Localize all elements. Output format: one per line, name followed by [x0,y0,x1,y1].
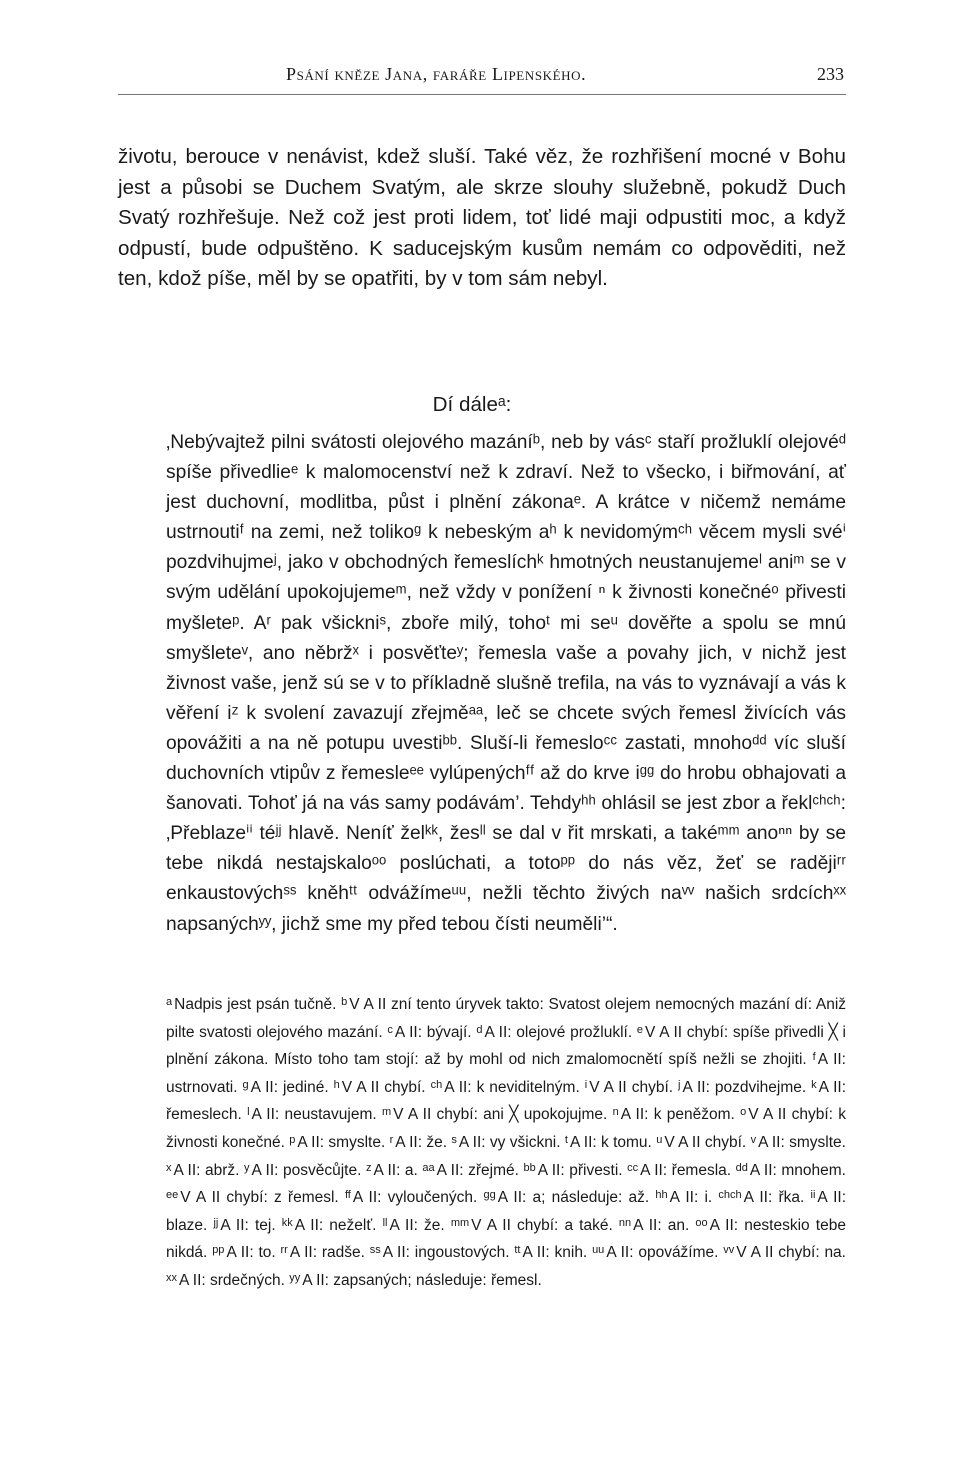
footnote-text: A II: blaze. [166,1189,847,1234]
footnote-text: A II: vy všickni. [458,1133,561,1151]
footnote-text: A II: že. [395,1133,448,1151]
footnote [166,1272,285,1289]
footnote [451,1134,560,1151]
footnote-text: A II: zřejmé. [436,1161,519,1179]
footnote-text: A II: pozdvihejme. [682,1078,807,1096]
footnote-marker: oo [695,1216,708,1229]
footnote [656,1134,746,1151]
footnote [390,1134,447,1151]
quote-paragraph: ‚Nebývajtež pilni svátosti olejového mazáníᵇ, neb by vásᶜ staří prožluklí olejovéᵈ spíše přivedlieᵉ k malomocenství než k zdraví. Než to všecko, i biřmování, ať jest duchovní, modlitba, půst i plnění zákonaᵉ. A krátce v ničemž nemáme ustrnoutiᶠ na zemi, než tolikoᵍ k nebeským aʰ k nevidomýmᶜʰ věcem mysli svéⁱ pozdvihujmeʲ, jako v obchodných řemeslíchᵏ hmotných neustanujemeˡ aniᵐ se v svým udělání upokojujemeᵐ, než vždy v ponížení ⁿ k živnosti konečnéᵒ přivesti myšleteᵖ. Aʳ pak všickniˢ, zboře milý, tohoᵗ mi seᵘ dověřte a spolu se mnú smyšleteᵛ, ano něbržˣ i posvěťteʸ; řemesla vaše a povahy jich, v nichž jest živnost vaše, jenž sú se v to příkladně slušně trefila, na vás to vyznávají a vás k věření iᶻ k svolení zavazují zřejměᵃᵃ, leč se chcete svých řemesl živících vás opovážiti a na ně potupu uvestiᵇᵇ. Sluší-li řemesloᶜᶜ zastati, mnohoᵈᵈ víc sluší duchovních vtipův z řemesleᵉᵉ vylúpenýchᶠᶠ až do krve iᵍᵍ do hrobu obhajovati a šanovati. Tohoť já na vás samy podávám’. Tehdyʰʰ ohlásil se jest zbor a řeklᶜʰᶜʰ: ‚Přeblazeⁱⁱ téʲʲ hlavě. Neníť želᵏᵏ, žesˡˡ se dal v řit mrskati, a takéᵐᵐ anoⁿⁿ by se tebe nikdá nestajskaloᵒᵒ poslúchati, a totoᵖᵖ do nás věz, žeť se radějiʳʳ enkaustovýchˢˢ kněhᵗᵗ odvážímeᵘᵘ, nežli těchto živých naᵛᵛ našich srdcíchˣˣ napsanýchʸʸ, jichž sme my před tebou čísti neuměli’“. [166,432,846,935]
footnote-text: A II: olejové prožluklí. [484,1023,633,1041]
footnote-marker: dd [735,1161,748,1174]
main-text [118,142,846,295]
footnote-marker: g [242,1078,249,1091]
footnote [655,1189,712,1206]
footnote-marker: chch [718,1189,742,1202]
footnote-marker: b [341,996,348,1008]
footnote [366,1162,418,1179]
footnote-text: A II: k tomu. [569,1133,652,1151]
footnote [523,1162,622,1179]
footnote-marker: l [247,1106,250,1119]
footnote-marker: s [451,1133,457,1146]
footnote [289,1134,385,1151]
footnote-marker: aa [422,1161,435,1174]
footnote-marker: xx [166,1271,177,1284]
footnote-marker: i [584,1078,588,1091]
footnote-marker: ee [166,1189,179,1202]
footnote-text: A II: ingoustových. [382,1244,510,1262]
footnote-marker: cc [627,1161,639,1174]
footnote-marker: d [476,1023,483,1036]
footnote-text: V A II chybí. [589,1078,674,1096]
footnote [678,1079,806,1096]
footnotes [118,990,846,1294]
footnote-text: A II: zapsaných; následuje: řemesl. [302,1271,542,1289]
footnote-text: A II: tej. [220,1216,276,1234]
footnote-text: V A II chybí: a také. [471,1216,613,1234]
footnote-marker: ch [430,1078,443,1091]
footnote-text: A II: an. [633,1216,690,1234]
header-rule [118,94,846,95]
footnote [431,1079,580,1096]
footnote-text: V A II chybí: z řemesl. [180,1189,339,1207]
quoted-letter [118,390,846,940]
footnote-marker: gg [483,1189,496,1202]
footnote-marker: h [333,1078,340,1091]
footnote [244,1162,361,1179]
footnote-text: A II: knih. [522,1244,588,1262]
footnote [382,1106,607,1123]
footnote-marker: r [389,1133,394,1146]
footnote-marker: p [289,1133,296,1146]
footnote-text: A II: řemeslech. [166,1078,847,1124]
footnote-text: A II: jediné. [250,1078,329,1096]
footnote-text: V A II chybí: k živnosti konečné. [166,1106,846,1151]
footnote [723,1244,846,1261]
footnote [565,1134,652,1151]
page-header [118,58,846,94]
footnote-text: V A II chybí. [341,1078,426,1096]
footnote-text: A II: bývají. [394,1023,472,1041]
footnote-marker: u [656,1133,663,1146]
footnote-marker: nn [618,1216,632,1229]
footnote-marker: k [811,1078,817,1091]
footnote-marker: e [636,1023,644,1036]
footnote-text: A II: radše. [289,1244,365,1262]
footnote-text: A II: a; následuje: až. [497,1189,650,1207]
footnote [718,1189,804,1206]
footnote [751,1134,846,1151]
footnote-text: A II: i. [669,1189,713,1207]
footnote-marker: vv [723,1244,735,1257]
footnote-text: A II: posvěcůjte. [251,1161,362,1179]
main-paragraph: životu, berouce v nenávist, kdež sluší. Také věz, že rozhřišení mocné v Bohu jest a působi se Duchem Svatým, ale skrze slouhy služebně, pokudž Duch Svatý rozhřešuje. Než což jest proti lidem, toť lidé maji odpustiti moc, a když odpustí, bude odpuštěno. K saducejským kusům nemám co odpověditi, než ten, kdož píše, měl by se opatřiti, by v tom sám nebyl. [118,145,846,290]
footnote [619,1217,689,1234]
footnote-marker: y [244,1161,250,1174]
footnote-text: V A II chybí. [664,1133,747,1151]
footnote [212,1244,276,1261]
footnote [243,1079,329,1096]
footnote-text: A II: smyslte. [297,1133,386,1151]
quote-heading: Dí dáleᵃ: [432,393,512,416]
footnote-text: A II: neustavujem. [251,1106,377,1124]
footnote [514,1244,587,1261]
footnote-marker: a [166,996,173,1008]
footnote-text: A II: to. [226,1244,276,1262]
footnote-marker: jj [213,1216,219,1229]
footnote [166,1162,239,1179]
footnote [383,1217,445,1234]
footnote [613,1106,735,1123]
footnote [334,1079,426,1096]
footnote-text: Nadpis jest psán tučně. [174,996,337,1013]
footnote [483,1189,649,1206]
footnote [476,1024,632,1041]
footnote-text: A II: že. [389,1216,445,1234]
footnote-marker: bb [523,1161,536,1174]
footnote [166,996,336,1013]
footnote-list [118,990,846,1294]
footnote-marker: z [365,1161,372,1174]
footnote [585,1079,673,1096]
footnote-marker: yy [289,1271,301,1284]
footnote-text: A II: nesteskio tebe nikdá. [166,1216,846,1262]
footnote-text: A II: mnohem. [749,1161,846,1179]
footnote-marker: hh [655,1189,668,1202]
footnote [282,1217,377,1234]
footnote-text: A II: opovážíme. [606,1244,719,1262]
footnote-marker: c [387,1023,393,1036]
footnote [166,1189,339,1206]
footnote-marker: rr [280,1244,288,1257]
footnote-text: V A II chybí: ani ╳ upokojujme. [393,1106,608,1124]
footnote-marker: mm [450,1216,470,1229]
footnote-text: A II: srdečných. [179,1271,285,1289]
footnote-text: A II: abrž. [173,1161,240,1179]
footnote [281,1244,365,1261]
page-number: 233 [817,64,844,84]
footnote-marker: t [564,1133,568,1146]
footnote-text: A II: k peněžom. [620,1106,735,1124]
footnote-text: A II: vyloučených. [352,1189,478,1207]
footnote-text: V A II chybí: spíše přivedli ╳ i plnění zákona. Místo toho tam stojí: až by mohl od nich zmalomocnětí spíš nežli se zhojiti. [166,1023,846,1069]
footnote-marker: v [750,1133,757,1146]
footnote-marker: o [740,1106,747,1119]
footnote-marker: n [612,1106,619,1119]
footnote [422,1162,519,1179]
footnote-marker: x [166,1161,172,1174]
footnote-text: A II: a. [373,1161,418,1179]
footnote-marker: j [678,1078,681,1091]
footnote [247,1106,377,1123]
footnote-marker: uu [592,1244,605,1257]
footnote [451,1217,613,1234]
footnote-text: A II: neželť. [294,1216,377,1234]
footnote-text: A II: ustrnovati. [166,1051,846,1096]
footnote-marker: tt [514,1244,521,1257]
footnote-text: A II: přivesti. [537,1161,623,1179]
footnote [289,1272,542,1289]
footnote-marker: ll [382,1216,388,1229]
footnote-text: A II: řemesla. [640,1161,732,1179]
footnote [592,1244,718,1261]
footnote [213,1217,275,1234]
footnote-marker: pp [212,1244,225,1257]
footnote [736,1162,846,1179]
footnote-text: V A II chybí: na. [736,1244,846,1262]
footnote-marker: kk [281,1216,293,1229]
running-title: Psání kněze Jana, faráře Lipenského. [286,64,587,84]
footnote-text: A II: smyslte. [758,1133,846,1151]
footnote [627,1162,731,1179]
footnote-marker: f [812,1051,816,1064]
footnote-marker: ss [369,1244,381,1257]
footnote-marker: ff [344,1189,351,1202]
footnote [345,1189,477,1206]
footnote-text: V A II zní tento úryvek takto: Svatost olejem nemocných mazání dí: Aniž pilte svatosti olejového mazání. [166,996,847,1041]
footnote-marker: ii [810,1189,816,1202]
footnote-text: A II: k neviditelným. [444,1078,580,1096]
footnote-text: A II: řka. [743,1189,805,1207]
footnote [387,1024,471,1041]
footnote-marker: m [381,1106,392,1119]
footnote [370,1244,510,1261]
